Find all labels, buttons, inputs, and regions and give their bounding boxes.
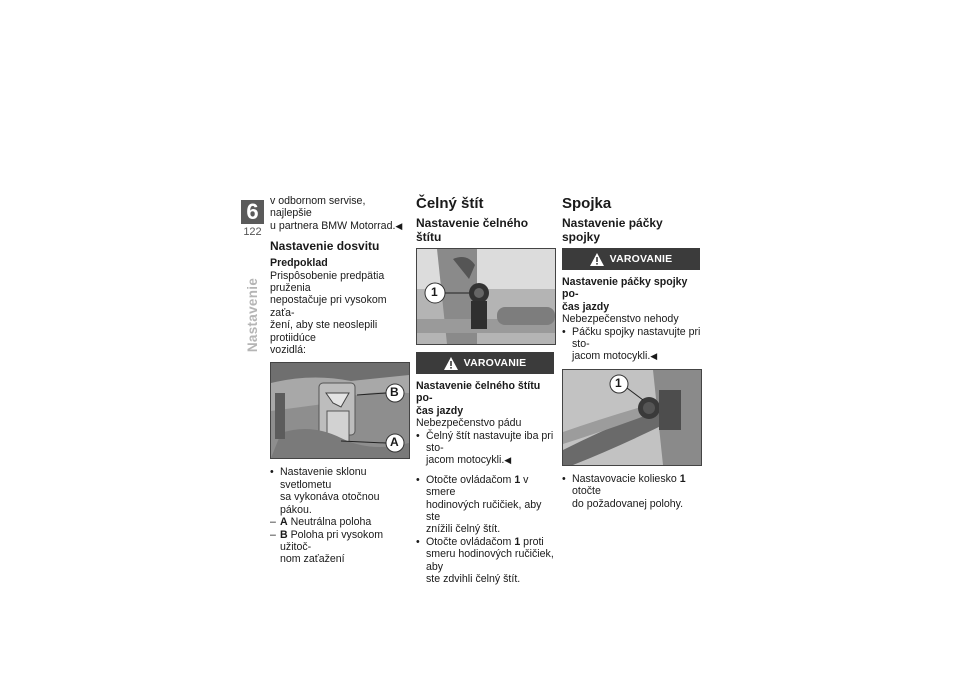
warning-triangle-icon — [590, 253, 604, 266]
clutch-lever-photo — [562, 369, 702, 466]
end-mark: ◀ — [395, 220, 403, 231]
warning-label: VAROVANIE — [463, 356, 527, 369]
photo-label-1: 1 — [431, 285, 438, 299]
column-headlight — [270, 195, 410, 566]
photo-label-1: 1 — [615, 375, 622, 390]
paragraph-line: vozidlá: — [270, 344, 306, 357]
paragraph-line: nepostačuje pri vysokom zaťa- — [270, 294, 387, 319]
bullet-line: • Páčku spojky nastavujte pri sto- — [562, 326, 702, 351]
column-clutch — [562, 195, 702, 510]
warning-title: Nastavenie čelného štítu po- — [416, 380, 541, 405]
bullet-line: ste zdvihli čelný štít. — [426, 573, 521, 586]
bullet-line: smeru hodinových ručičiek, aby — [426, 548, 554, 573]
warning-title: čas jazdy — [416, 404, 464, 417]
chapter-tab: 6 — [241, 200, 264, 224]
warning-box — [416, 352, 554, 374]
bullet-line: hodinových ručičiek, aby ste — [426, 498, 542, 524]
bullet-line: sa vykonáva otočnou pákou. — [280, 491, 380, 516]
warning-box — [562, 248, 700, 270]
column-windscreen — [416, 195, 556, 586]
bullet-line: znížili čelný štít. — [426, 523, 501, 536]
bullet-line: • Nastavenie sklonu svetlometu — [270, 466, 410, 491]
section-heading: Nastavenie páčky spojky — [562, 216, 663, 244]
headlight-photo — [270, 362, 410, 459]
windscreen-photo — [416, 248, 556, 345]
bullet-line: • Otočte ovládačom 1 proti — [416, 536, 556, 548]
chapter-heading: Čelný štít — [416, 195, 484, 212]
section-heading: Nastavenie čelného štítu — [416, 216, 529, 244]
photo-label-a: A — [390, 435, 399, 450]
subheading: Predpoklad — [270, 257, 328, 270]
end-mark: ◀ — [504, 455, 512, 466]
dash-item-line: nom zaťažení — [280, 553, 345, 566]
warning-title: čas jazdy — [562, 300, 610, 313]
warning-text: Nebezpečenstvo pádu — [416, 417, 522, 430]
bullet-line: jacom motocykli.◀ — [572, 350, 658, 363]
warning-title: Nastavenie páčky spojky po- — [562, 276, 688, 301]
bullet-line: do požadovanej polohy. — [572, 497, 684, 510]
bullet-line: • Otočte ovládačom 1 v smere — [416, 474, 556, 499]
warning-triangle-icon — [444, 357, 458, 370]
section-heading: Nastavenie dosvitu — [270, 239, 380, 254]
photo-label-b: B — [390, 385, 399, 400]
dash-item: – A Neutrálna poloha — [270, 516, 410, 528]
dash-item: – B Poloha pri vysokom užitoč- — [270, 529, 410, 554]
warning-label: VAROVANIE — [609, 252, 673, 265]
end-mark: ◀ — [650, 351, 658, 362]
bullet-line: jacom motocykli.◀ — [426, 454, 512, 467]
paragraph-line: Prispôsobenie predpätia pruženia — [270, 269, 385, 295]
warning-text: Nebezpečenstvo nehody — [562, 313, 679, 326]
intro-line: u partnera BMW Motorrad.◀ — [270, 219, 403, 232]
page-number: 122 — [243, 226, 262, 238]
bullet-line: • Nastavovacie koliesko 1 otočte — [562, 473, 702, 498]
side-label: Nastavenie — [245, 277, 260, 353]
bullet-line: • Čelný štít nastavujte iba pri sto- — [416, 430, 556, 455]
paragraph-line: žení, aby ste neoslepili protiidúce — [270, 319, 378, 344]
chapter-heading: Spojka — [562, 195, 612, 212]
intro-line: v odbornom servise, najlepšie — [270, 195, 366, 220]
